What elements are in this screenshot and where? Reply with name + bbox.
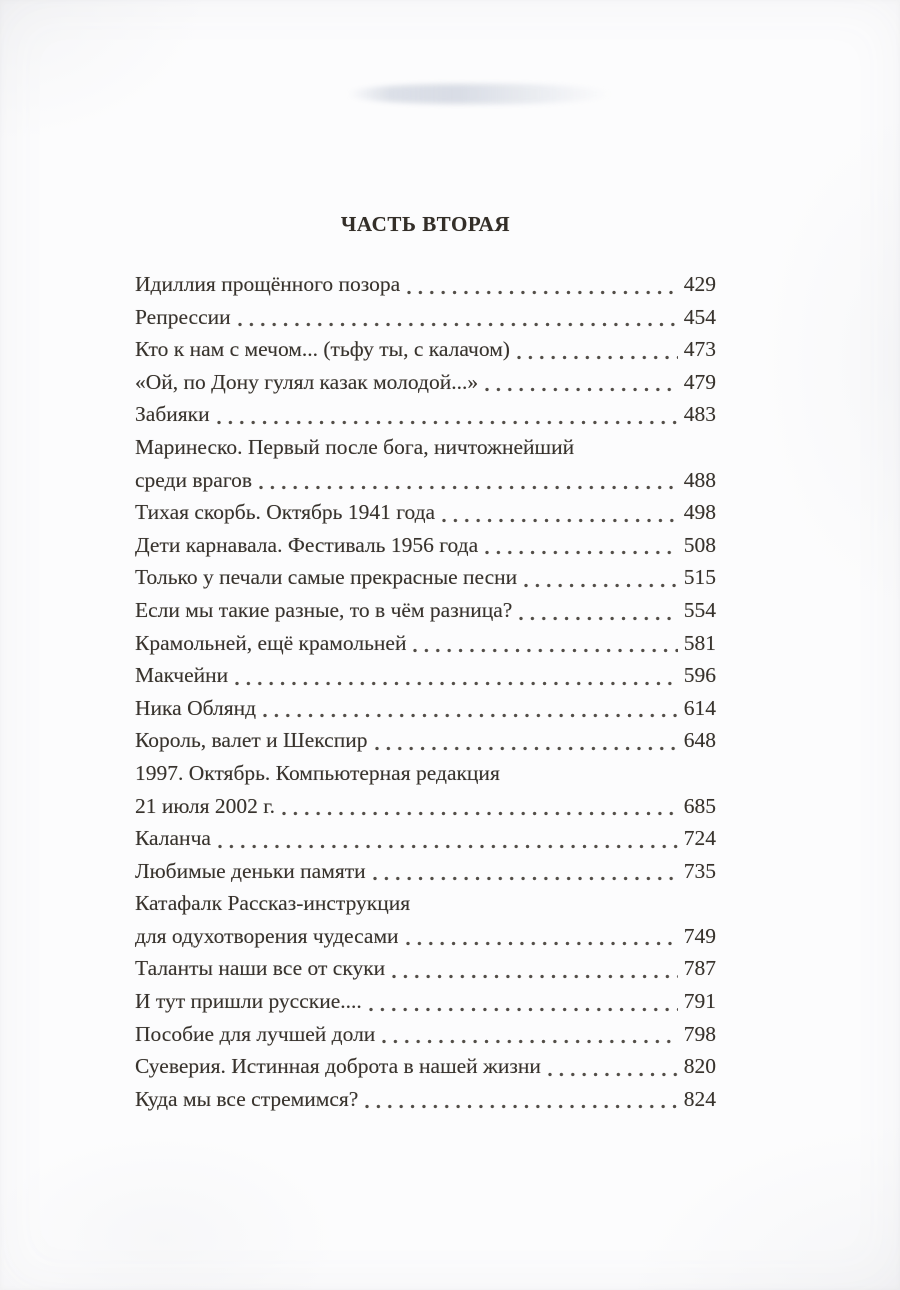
dot-leader bbox=[382, 1039, 677, 1044]
dot-leader bbox=[524, 583, 678, 588]
toc-entry-title: 21 июля 2002 г. bbox=[135, 793, 276, 818]
toc-entry-title: Маринеско. Первый после бога, ничтожнейший bbox=[135, 434, 575, 459]
toc-list bbox=[135, 268, 716, 1115]
toc-entry-page: 515 bbox=[683, 565, 716, 590]
toc-entry bbox=[135, 333, 716, 366]
toc-entry bbox=[135, 985, 716, 1018]
toc-entry-title: Только у печали самые прекрасные песни bbox=[135, 565, 518, 590]
toc-entry-title: среди врагов bbox=[135, 467, 253, 492]
toc-entry-title: Любимые деньки памяти bbox=[135, 858, 366, 883]
toc-entry-page: 483 bbox=[683, 402, 716, 427]
toc-entry bbox=[135, 692, 716, 725]
toc-entry-page: 787 bbox=[683, 956, 716, 981]
toc-entry-line bbox=[135, 724, 716, 757]
dot-leader bbox=[218, 844, 678, 849]
toc-entry-page: 724 bbox=[683, 826, 716, 851]
toc-entry-page: 685 bbox=[683, 793, 716, 818]
toc-entry-page: 554 bbox=[683, 597, 716, 622]
toc-entry-title: Идиллия прощённого позора bbox=[135, 272, 401, 296]
toc-entry-page: 820 bbox=[683, 1054, 716, 1079]
toc-entry-line bbox=[135, 985, 716, 1018]
toc-entry-title: Куда мы все стремимся? bbox=[135, 1086, 359, 1111]
toc-entry bbox=[135, 268, 716, 301]
dot-leader bbox=[548, 1072, 678, 1077]
toc-entry bbox=[135, 1083, 716, 1116]
dot-leader bbox=[519, 616, 677, 621]
dot-leader bbox=[413, 648, 677, 653]
toc-entry-line bbox=[135, 1018, 716, 1051]
toc-entry-title: Если мы такие разные, то в чём разница? bbox=[135, 597, 513, 622]
toc-entry-line bbox=[135, 659, 716, 692]
toc-entry bbox=[135, 822, 716, 855]
dot-leader bbox=[442, 518, 678, 523]
toc-entry-line bbox=[135, 627, 716, 660]
toc-entry bbox=[135, 659, 716, 692]
toc-entry-page: 798 bbox=[683, 1021, 716, 1046]
toc-entry-page: 749 bbox=[683, 923, 716, 948]
toc-entry-line bbox=[135, 920, 716, 953]
toc-entry bbox=[135, 724, 716, 757]
dot-leader bbox=[485, 387, 678, 392]
toc-entry-line bbox=[135, 496, 716, 529]
toc-entry-line bbox=[135, 822, 716, 855]
dot-leader bbox=[282, 811, 678, 816]
toc-entry-page: 791 bbox=[683, 989, 716, 1014]
toc-entry-title: Пособие для лучшей доли bbox=[135, 1021, 376, 1046]
toc-entry-line bbox=[135, 431, 716, 464]
toc-entry-line bbox=[135, 1083, 716, 1116]
toc-entry-title: Забияки bbox=[135, 402, 210, 427]
dot-leader bbox=[373, 876, 678, 881]
toc-entry bbox=[135, 887, 716, 952]
toc-entry-line bbox=[135, 398, 716, 431]
toc-entry-page: 429 bbox=[683, 272, 716, 296]
dot-leader bbox=[406, 941, 678, 946]
toc-entry-title: Таланты наши все от скуки bbox=[135, 956, 386, 981]
dot-leader bbox=[517, 355, 678, 360]
toc-entry bbox=[135, 855, 716, 888]
toc-entry-title: И тут пришли русские.... bbox=[135, 989, 362, 1014]
dot-leader bbox=[485, 550, 678, 555]
toc-entry bbox=[135, 561, 716, 594]
toc-entry-line bbox=[135, 561, 716, 594]
dot-leader bbox=[407, 290, 678, 295]
toc-entry-title: Дети карнавала. Фестиваль 1956 года bbox=[135, 532, 479, 557]
toc-entry-title: Суеверия. Истинная доброта в нашей жизни bbox=[135, 1054, 541, 1079]
toc-entry bbox=[135, 366, 716, 399]
toc-entry-line bbox=[135, 464, 716, 497]
dot-leader bbox=[369, 1007, 678, 1012]
toc-entry-page: 479 bbox=[683, 369, 716, 394]
dot-leader bbox=[375, 746, 678, 751]
toc-entry bbox=[135, 398, 716, 431]
dot-leader bbox=[217, 420, 678, 425]
toc-entry-line bbox=[135, 301, 716, 334]
toc-entry-title: «Ой, по Дону гулял казак молодой...» bbox=[135, 369, 479, 394]
toc-entry-page: 581 bbox=[683, 630, 716, 655]
toc-entry-line bbox=[135, 268, 716, 301]
toc-entry-page: 454 bbox=[683, 304, 716, 329]
dot-leader bbox=[263, 713, 678, 718]
toc-entry-page: 498 bbox=[683, 500, 716, 525]
toc-entry-title: Макчейни bbox=[135, 663, 229, 688]
toc-entry-page: 488 bbox=[683, 467, 716, 492]
section-heading: ЧАСТЬ ВТОРАЯ bbox=[340, 212, 511, 236]
toc-entry bbox=[135, 1018, 716, 1051]
toc-entry-title: 1997. Октябрь. Компьютерная редакция bbox=[135, 760, 500, 785]
toc-entry-line bbox=[135, 790, 716, 823]
toc-entry-line bbox=[135, 952, 716, 985]
toc-entry-title: для одухотворения чудесами bbox=[135, 923, 399, 948]
toc-entry-page: 473 bbox=[683, 337, 716, 362]
toc-entry bbox=[135, 301, 716, 334]
toc-entry bbox=[135, 1050, 716, 1083]
toc-entry-page: 614 bbox=[683, 695, 716, 720]
toc-entry-line bbox=[135, 529, 716, 562]
dot-leader bbox=[259, 485, 678, 490]
toc-entry-line bbox=[135, 1050, 716, 1083]
toc-entry-page: 735 bbox=[683, 858, 716, 883]
toc-entry bbox=[135, 431, 716, 496]
dot-leader bbox=[392, 974, 678, 979]
toc-entry bbox=[135, 594, 716, 627]
toc-entry-title: Катафалк Рассказ-инструкция bbox=[135, 891, 411, 916]
toc-entry-title: Репрессии bbox=[135, 304, 231, 329]
toc-entry-page: 508 bbox=[683, 532, 716, 557]
toc-entry-title: Крамольней, ещё крамольней bbox=[135, 630, 407, 655]
toc-entry-line bbox=[135, 594, 716, 627]
toc-entry bbox=[135, 952, 716, 985]
toc-entry-title: Король, валет и Шекспир bbox=[135, 728, 368, 753]
toc-entry bbox=[135, 496, 716, 529]
dot-leader bbox=[235, 681, 678, 686]
toc-entry-title: Каланча bbox=[135, 826, 211, 851]
toc-entry-title: Ника Облянд bbox=[135, 695, 257, 720]
toc-entry-page: 824 bbox=[683, 1086, 716, 1111]
dot-leader bbox=[365, 1104, 677, 1109]
toc-entry-line bbox=[135, 855, 716, 888]
toc-entry-title: Тихая скорбь. Октябрь 1941 года bbox=[135, 500, 436, 525]
toc-entry-line bbox=[135, 757, 716, 790]
toc-entry-title: Кто к нам с мечом... (тьфу ты, с калачом) bbox=[135, 337, 510, 362]
toc-entry bbox=[135, 757, 716, 822]
page-content bbox=[135, 0, 716, 1115]
toc-entry bbox=[135, 529, 716, 562]
toc-entry-line bbox=[135, 366, 716, 399]
toc-entry bbox=[135, 627, 716, 660]
toc-entry-page: 648 bbox=[683, 728, 716, 753]
toc-entry-page: 596 bbox=[683, 663, 716, 688]
dot-leader bbox=[238, 322, 678, 327]
toc-entry-line bbox=[135, 692, 716, 725]
toc-entry-line bbox=[135, 887, 716, 920]
toc-entry-line bbox=[135, 333, 716, 366]
